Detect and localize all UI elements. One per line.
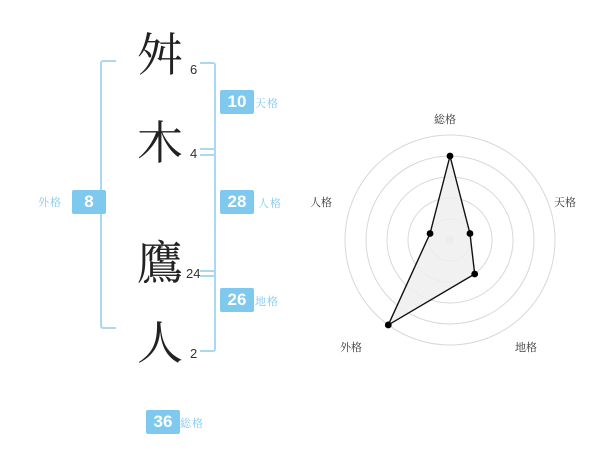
chikaku-value: 26 — [220, 288, 254, 312]
tenkaku-bracket — [200, 62, 216, 156]
soukaku-label: 総格 — [180, 417, 204, 430]
radar-axis-label-tenkaku: 天格 — [554, 196, 576, 209]
radar-point-0 — [447, 153, 454, 160]
radar-axis-label-soukaku: 総格 — [434, 113, 456, 126]
jinkaku-label: 人格 — [258, 197, 282, 210]
kanji-strokes-3: 24 — [186, 266, 201, 281]
kanji-char-1: 舛 — [137, 28, 183, 82]
kanji-char-2: 木 — [137, 116, 183, 170]
jinkaku-value: 28 — [220, 190, 254, 214]
jinkaku-bracket — [200, 148, 216, 277]
chikaku-bracket — [200, 270, 216, 352]
tenkaku-value: 10 — [220, 90, 254, 114]
kanji-char-3: 鷹 — [137, 236, 183, 290]
kanji-strokes-2: 4 — [190, 146, 198, 161]
kakusu-radar-chart — [300, 95, 600, 385]
outer-kaku-value: 8 — [72, 190, 106, 214]
outer-kaku-label: 外格 — [38, 196, 62, 209]
kanji-char-4: 人 — [137, 316, 183, 370]
radar-polygon — [388, 156, 474, 325]
radar-point-1 — [467, 230, 474, 237]
radar-point-4 — [427, 230, 434, 237]
chikaku-label: 地格 — [255, 295, 279, 308]
radar-axis-label-gaikaku: 外格 — [340, 341, 362, 354]
radar-axis-label-jinkaku: 人格 — [310, 196, 332, 209]
radar-axis-label-chikaku: 地格 — [515, 341, 537, 354]
radar-point-2 — [471, 271, 478, 278]
kanji-strokes-4: 2 — [190, 346, 198, 361]
soukaku-value: 36 — [146, 410, 180, 434]
kanji-strokes-1: 6 — [190, 62, 198, 77]
tenkaku-label: 天格 — [255, 97, 279, 110]
radar-point-3 — [385, 322, 392, 329]
